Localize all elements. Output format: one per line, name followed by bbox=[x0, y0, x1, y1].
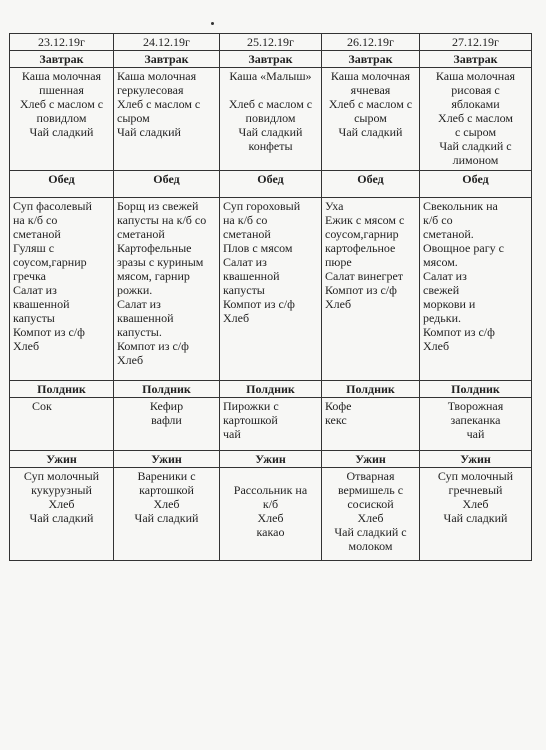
menu-cell: Каша молочная геркулесовая Хлеб с маслом с сыром Чай сладкий bbox=[114, 68, 220, 171]
meal-label: Завтрак bbox=[220, 51, 322, 68]
meal-label: Полдник bbox=[10, 381, 114, 398]
meal-label: Полдник bbox=[420, 381, 532, 398]
meal-label: Полдник bbox=[322, 381, 420, 398]
snack-header-row bbox=[10, 381, 532, 398]
weekly-menu-table bbox=[9, 33, 532, 561]
dinner-header-row bbox=[10, 451, 532, 468]
menu-cell: Суп молочный кукурузный Хлеб Чай сладкий bbox=[10, 468, 114, 561]
meal-label: Полдник bbox=[114, 381, 220, 398]
lunch-row bbox=[10, 198, 532, 381]
meal-label: Полдник bbox=[220, 381, 322, 398]
meal-label: Обед bbox=[420, 171, 532, 198]
meal-label: Завтрак bbox=[322, 51, 420, 68]
breakfast-header-row bbox=[10, 51, 532, 68]
meal-label: Обед bbox=[114, 171, 220, 198]
date-cell: 26.12.19г bbox=[322, 34, 420, 51]
menu-cell: Вареники с картошкой Хлеб Чай сладкий bbox=[114, 468, 220, 561]
menu-cell: Каша молочная рисовая с яблоками Хлеб с маслом с сыром Чай сладкий с лимоном bbox=[420, 68, 532, 171]
date-cell: 27.12.19г bbox=[420, 34, 532, 51]
meal-label: Обед bbox=[10, 171, 114, 198]
menu-cell: Уха Ежик с мясом с соусом,гарнир картофельное пюре Салат винегрет Компот из с/ф Хлеб bbox=[322, 198, 420, 381]
meal-label: Ужин bbox=[114, 451, 220, 468]
meal-label: Завтрак bbox=[10, 51, 114, 68]
meal-label: Обед bbox=[220, 171, 322, 198]
menu-cell: Свекольник на к/б со сметаной. Овощное рагу с мясом. Салат из свежей моркови и редьки. Компот из с/ф Хлеб bbox=[420, 198, 532, 381]
menu-cell: Кофе кекс bbox=[322, 398, 420, 451]
meal-label: Ужин bbox=[420, 451, 532, 468]
scan-speck bbox=[211, 22, 214, 25]
menu-cell: Кефир вафли bbox=[114, 398, 220, 451]
menu-cell: Суп гороховый на к/б со сметаной Плов с мясом Салат из квашенной капусты Компот из с/ф Хлеб bbox=[220, 198, 322, 381]
menu-cell: Каша молочная пшенная Хлеб с маслом с повидлом Чай сладкий bbox=[10, 68, 114, 171]
lunch-header-row bbox=[10, 171, 532, 198]
menu-cell: Суп молочный гречневый Хлеб Чай сладкий bbox=[420, 468, 532, 561]
menu-cell: Сок bbox=[10, 398, 114, 451]
breakfast-row bbox=[10, 68, 532, 171]
date-cell: 24.12.19г bbox=[114, 34, 220, 51]
menu-cell: Каша «Малыш» Хлеб с маслом с повидлом Чай сладкий конфеты bbox=[220, 68, 322, 171]
menu-cell: Борщ из свежей капусты на к/б со сметаной Картофельные зразы с куриным мясом, гарнир рожки. Салат из квашенной капусты. Компот из с/ф Хлеб bbox=[114, 198, 220, 381]
meal-label: Завтрак bbox=[114, 51, 220, 68]
menu-cell: Творожная запеканка чай bbox=[420, 398, 532, 451]
dates-row bbox=[10, 34, 532, 51]
meal-label: Ужин bbox=[322, 451, 420, 468]
menu-cell: Суп фасолевый на к/б со сметаной Гуляш с соусом,гарнир гречка Салат из квашенной капусты Компот из с/ф Хлеб bbox=[10, 198, 114, 381]
meal-label: Ужин bbox=[10, 451, 114, 468]
menu-cell: Отварная вермишель с сосиской Хлеб Чай сладкий с молоком bbox=[322, 468, 420, 561]
snack-row bbox=[10, 398, 532, 451]
meal-label: Обед bbox=[322, 171, 420, 198]
menu-cell: Рассольник на к/б Хлеб какао bbox=[220, 468, 322, 561]
date-cell: 23.12.19г bbox=[10, 34, 114, 51]
date-cell: 25.12.19г bbox=[220, 34, 322, 51]
meal-label: Ужин bbox=[220, 451, 322, 468]
menu-cell: Пирожки с картошкой чай bbox=[220, 398, 322, 451]
menu-cell: Каша молочная ячневая Хлеб с маслом с сыром Чай сладкий bbox=[322, 68, 420, 171]
meal-label: Завтрак bbox=[420, 51, 532, 68]
dinner-row bbox=[10, 468, 532, 561]
